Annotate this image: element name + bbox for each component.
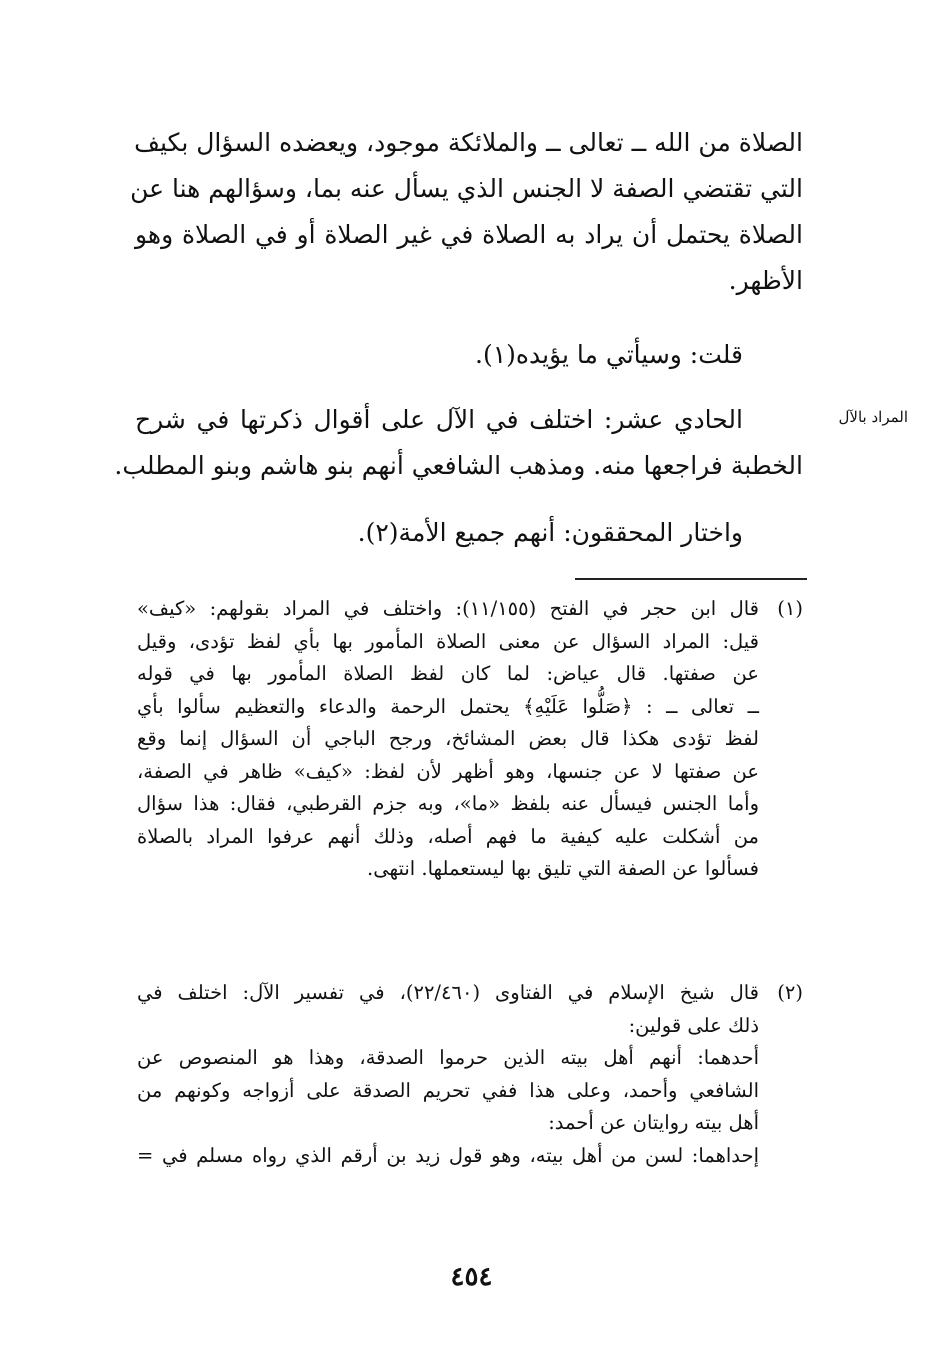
footnote-line: ذلك على قولين: — [628, 1013, 759, 1037]
footnote-line: أحدهما: أنهم أهل بيته الذين حرموا الصدقة، وهذا هو المنصوص عن — [137, 1046, 759, 1069]
footnote-line: قال شيخ الإسلام في الفتاوى (٢٢/٤٦٠)، في تفسير الآل: اختلف في — [137, 981, 759, 1004]
text-line: الصلاة يحتمل أن يراد به الصلاة في غير الصلاة أو في الصلاة وهو — [135, 220, 803, 249]
text-line: الصلاة من الله ــ تعالى ــ والملائكة موجود، ويعضده السؤال بكيف — [134, 128, 803, 157]
footnote-line: وأما الجنس فيسأل عنه بلفظ «ما»، وبه جزم القرطبي، فقال: هذا سؤال — [137, 792, 759, 815]
text-line: الخطبة فراجعها منه. ومذهب الشافعي أنهم بنو هاشم وبنو المطلب. — [114, 451, 803, 480]
main-paragraph-3 — [114, 405, 803, 481]
page-number: ٤٥٤ — [450, 1262, 493, 1292]
footnote-body-continued — [137, 1045, 759, 1169]
footnote-line: الشافعي وأحمد، وعلى هذا ففي تحريم الصدقة على أزواجه وكونهم من — [137, 1078, 759, 1102]
footnote-line: فسألوا عن الصفة التي تليق بها ليستعملها. انتهى. — [367, 857, 759, 880]
main-paragraph-1 — [130, 128, 803, 296]
footnote-body — [137, 596, 759, 882]
footnote-line: إحداهما: لسن من أهل بيته، وهو قول زيد بن أرقم الذي رواه مسلم في = — [137, 1143, 759, 1167]
margin-note: المراد بالآل — [838, 408, 908, 426]
footnote-number: (١) — [777, 597, 803, 620]
footnote-separator — [575, 578, 807, 580]
footnote-line: قال ابن حجر في الفتح (١١/١٥٥): واختلف في المراد بقولهم: «كيف» — [137, 597, 759, 620]
footnote-body — [137, 980, 759, 1039]
main-paragraph-2 — [135, 340, 803, 370]
text-line: التي تقتضي الصفة لا الجنس الذي يسأل عنه بما، وسؤالهم هنا عن — [130, 174, 803, 203]
text-line: الأظهر. — [728, 266, 803, 295]
footnote-line: قيل: المراد السؤال عن معنى الصلاة المأمور بها بأي لفظ تؤدى، وقيل — [137, 629, 759, 653]
text-line: الحادي عشر: اختلف في الآل على أقوال ذكرتها في شرح — [135, 405, 743, 434]
footnote-line: لفظ تؤدى هكذا قال بعض المشائخ، ورجح الباجي أن السؤال إنما وقع — [137, 727, 759, 750]
footnote-2 — [135, 980, 803, 1220]
text-line: واختار المحققون: أنهم جميع الأمة(٢). — [357, 518, 743, 547]
footnote-line: من أشكلت عليه كيفية ما فهم أصله، وذلك أنهم عرفوا المراد بالصلاة — [137, 824, 759, 848]
footnote-line: عن صفتها. قال عياض: لما كان لفظ الصلاة المأمور بها في قوله — [137, 662, 759, 685]
footnote-line: أهل بيته روايتان عن أحمد: — [548, 1111, 759, 1134]
footnote-line: ــ تعالى ــ : ﴿صَلُّوا عَلَيْهِ﴾ يحتمل الرحمة والدعاء والتعظيم سألوا بأي — [137, 694, 759, 718]
text-line: قلت: وسيأتي ما يؤيده(١). — [475, 340, 743, 369]
footnote-1 — [135, 596, 803, 880]
footnote-number: (٢) — [777, 981, 803, 1004]
footnote-line: عن صفتها لا عن جنسها، وهو أظهر لأن لفظ: «كيف» ظاهر في الصفة، — [137, 759, 759, 783]
main-paragraph-4 — [135, 518, 803, 548]
